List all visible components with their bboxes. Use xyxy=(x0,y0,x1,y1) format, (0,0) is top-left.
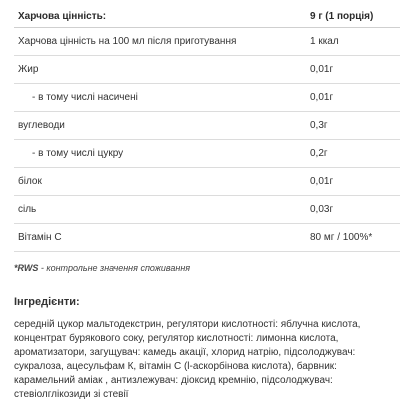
rws-footnote-text: - контрольне значення споживання xyxy=(38,263,191,273)
nutrition-row-value: 1 ккал xyxy=(310,36,339,47)
nutrition-row-value: 0,01г xyxy=(310,64,334,75)
nutrition-row-carbohydrates xyxy=(14,112,400,140)
nutrition-row-salt xyxy=(14,196,400,224)
nutrition-row-label: Вітамін С xyxy=(18,232,62,243)
nutrition-row-label: сіль xyxy=(18,204,37,215)
nutrition-row-label: вуглеводи xyxy=(18,120,65,131)
nutrition-row-value: 0,03г xyxy=(310,204,334,215)
nutrition-header-label: Харчова цінність: xyxy=(18,11,107,22)
nutrition-row-value: 80 мг / 100%* xyxy=(310,232,373,243)
nutrition-row-label: - в тому числі насичені xyxy=(32,92,138,103)
nutrition-row-vitamin-c xyxy=(14,224,400,252)
nutrition-header-value: 9 г (1 порція) xyxy=(310,11,374,22)
nutrition-row-value: 0,3г xyxy=(310,120,328,131)
nutrition-row-label: Харчова цінність на 100 мл після приготування xyxy=(18,36,237,47)
rws-footnote-prefix: *RWS xyxy=(14,263,39,273)
nutrition-row-label: білок xyxy=(18,176,42,187)
ingredients-title: Інгредієнти: xyxy=(14,296,80,308)
rws-footnote xyxy=(14,263,190,273)
nutrition-row-sugars xyxy=(14,140,400,168)
nutrition-header-row xyxy=(14,6,400,28)
nutrition-row-saturated-fat xyxy=(14,84,400,112)
nutrition-row-protein xyxy=(14,168,400,196)
nutrition-row-value: 0,01г xyxy=(310,176,334,187)
nutrition-row-fat xyxy=(14,56,400,84)
nutrition-row-label: Жир xyxy=(18,64,39,75)
nutrition-row-label: - в тому числі цукру xyxy=(32,148,124,159)
nutrition-table xyxy=(14,6,400,252)
nutrition-row-energy xyxy=(14,28,400,56)
nutrition-row-value: 0,2г xyxy=(310,148,328,159)
nutrition-row-value: 0,01г xyxy=(310,92,334,103)
ingredients-text: середній цукор мальтодекстрин, регулятори кислотності: яблучна кислота, концентрат бурякового соку, регулятор кислотності: лимонна кислота, ароматизатори, загущувач: камедь акації, хлорид натрію, підсолоджувач: сукралоза, ацесульфам К, вітамін С (l-аскорбінова кислота), барвник: карамельний аміак , антизлежувач: діоксид кремнію, підсолоджувач: стевіолглікозиди зі стевії xyxy=(14,319,361,400)
